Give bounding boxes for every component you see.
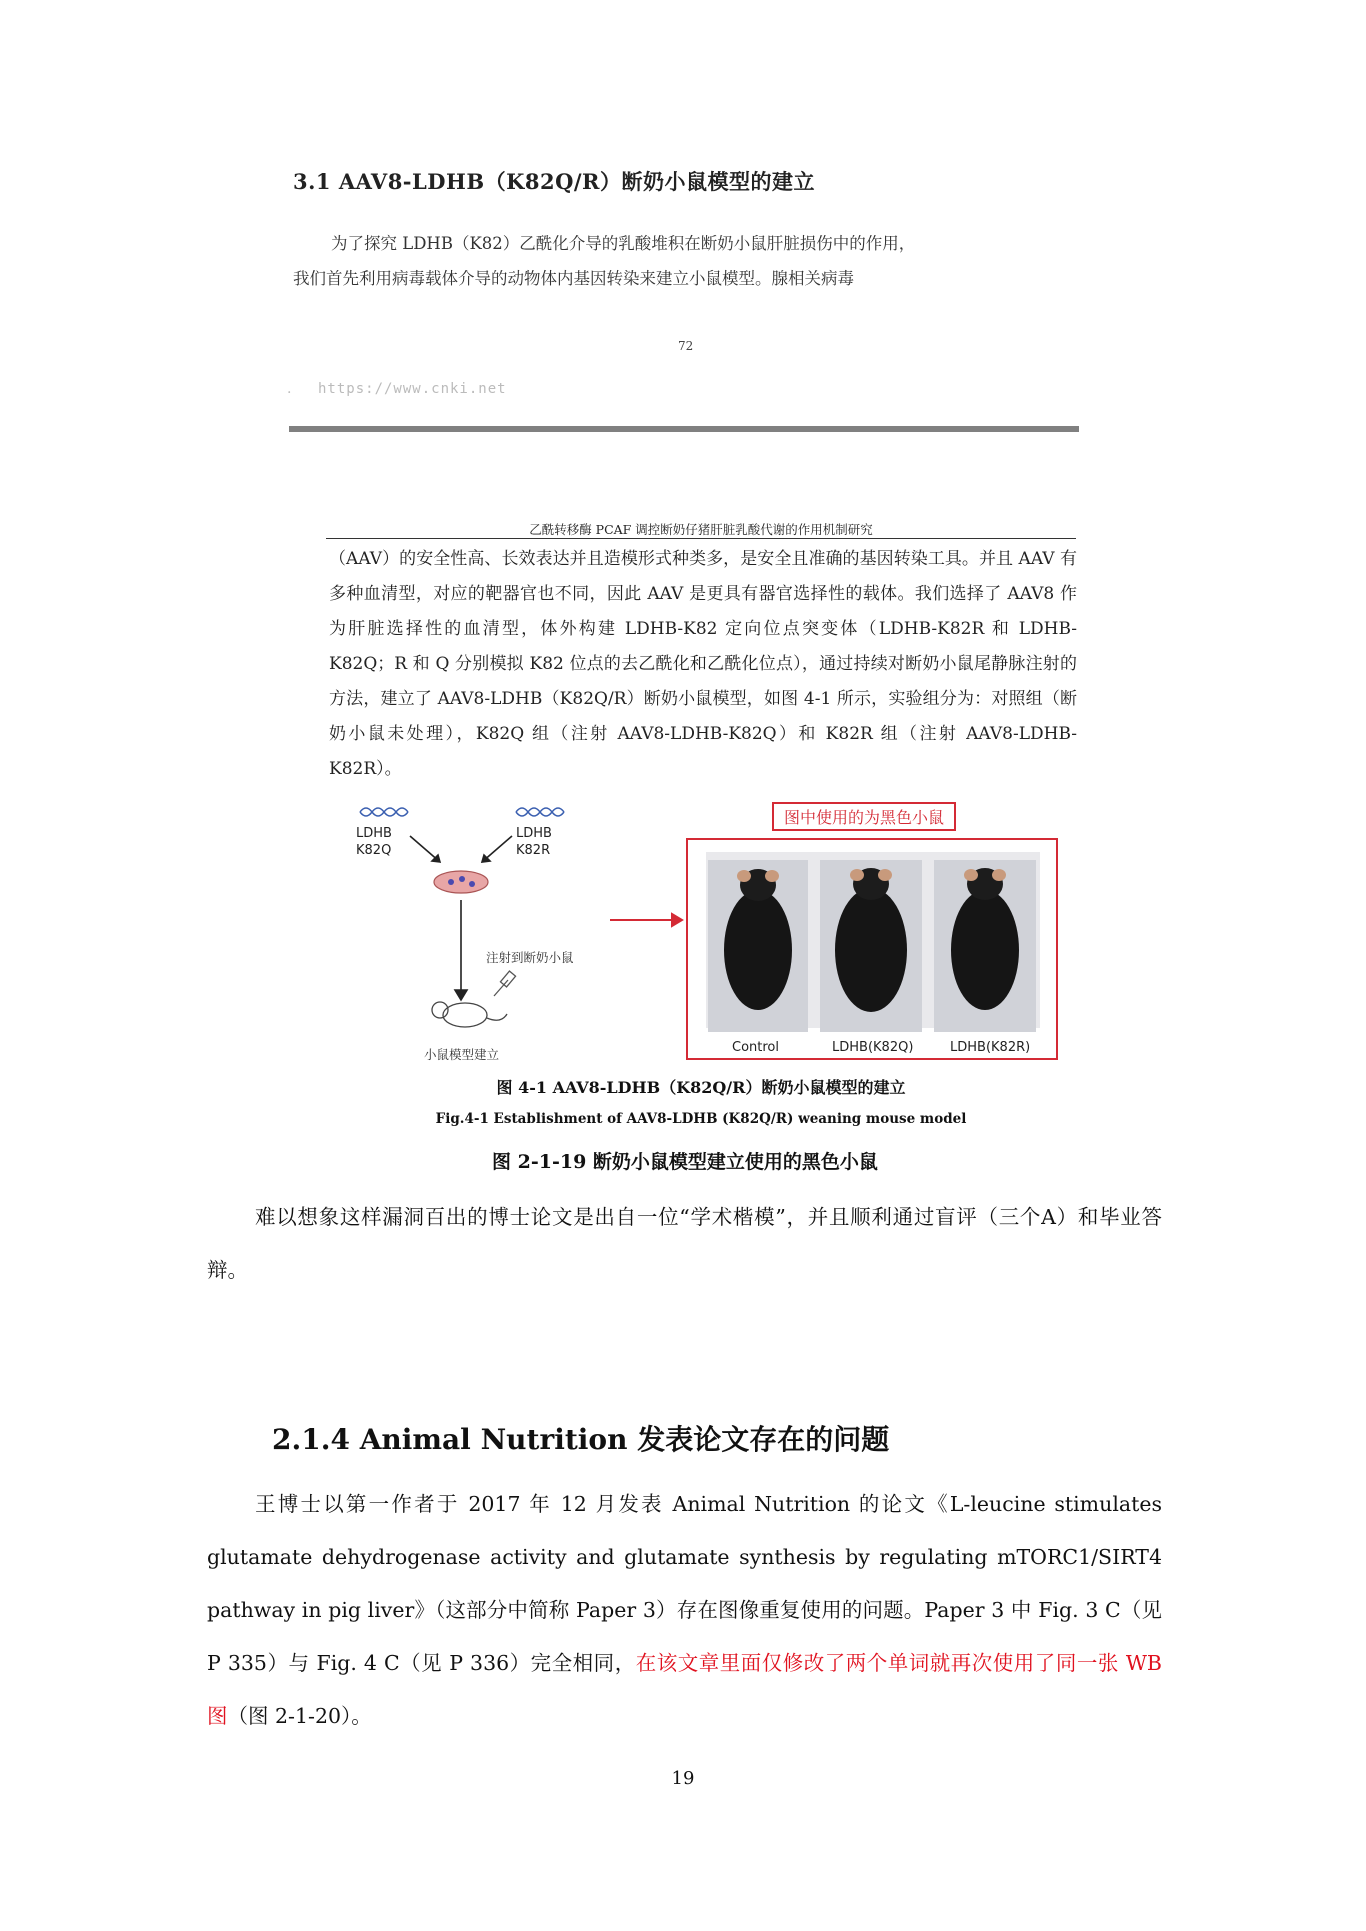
mouse-label-k82r: LDHB(K82R) [950,1040,1031,1055]
figure-4-1-caption-cn: 图 4-1 AAV8-LDHB（K82Q/R）断奶小鼠模型的建立 [496,1078,906,1097]
figure-2-1-19-caption: 图 2-1-19 断奶小鼠模型建立使用的黑色小鼠 [492,1151,878,1173]
dna-icon [516,808,564,816]
red-box-label: 图中使用的为黑色小鼠 [772,802,956,831]
figure-4-1-caption-en: Fig.4-1 Establishment of AAV8-LDHB (K82Q/R) weaning mouse model [435,1111,967,1127]
petri-dish-icon [434,871,488,893]
section-2-1-4-heading: 2.1.4 Animal Nutrition 发表论文存在的问题 [272,1423,890,1456]
thesis-paragraph: （AAV）的安全性高、长效表达并且造模形式种类多，是安全且准确的基因转染工具。并且 AAV 有多种血清型，对应的靶器官也不同，因此 AAV 是更具有器官选择性的载体。我们选择了 AAV8 作为肝脏选择性的血清型，体外构建 LDHB-K82 定向位点突变体（LDHB-K82R 和 LDHB-K82Q；R 和 Q 分别模拟 K82 位点的去乙酰化和乙酰化位点），通过持续对断奶小鼠尾静脉注射的方法，建立了 AAV8-LDHB（K82Q/R）断奶小鼠模型，如图 4-1 所示，实验组分为：对照组（断奶小鼠未处理），K82Q 组（注射 AAV8-LDHB-K82Q）和 K82R 组（注射 AAV8-LDHB-K82R）。 [329,549,1077,779]
watermark-dot: . [287,381,292,397]
gene-label: LDHB [516,826,552,841]
mutant-label: K82R [516,843,551,858]
red-arrow [610,914,682,926]
inject-label: 注射到断奶小鼠 [486,950,574,965]
section-3-1-title: 3.1 AAV8-LDHB（K82Q/R）断奶小鼠模型的建立 [293,169,815,194]
paragraph-text: （图 2-1-20）。 [227,1704,372,1728]
red-highlight-box [686,838,1058,1060]
arrow [455,900,467,1000]
mouse-label-k82q: LDHB(K82Q) [832,1040,914,1055]
paragraph-line: 我们首先利用病毒载体介导的动物体内基因转染来建立小鼠模型。腺相关病毒 [293,269,854,288]
mutant-label: K82Q [356,843,392,858]
page-number: 19 [671,1768,695,1789]
thesis-header: 乙酰转移酶 PCAF 调控断奶仔猪肝脏乳酸代谢的作用机制研究 [529,522,873,537]
arrow [410,836,512,862]
model-label: 小鼠模型建立 [424,1047,500,1062]
paragraph-text: 王博士以第一作者于 2017 年 12 月发表 Animal Nutrition 的论文《L-leucine stimulates glutamate dehydrogenase activity and glutamate synthesis by regulating mTORC1/SIRT4 pathway in pig liver》（这部分中简称 Paper 3）存在图像重复使用的问题。Paper 3 中 Fig. 3 C（见 P 335）与 Fig. 4 C（见 P 336）完全相同， [207,1492,1162,1675]
ldhb-k82r-label [516,825,552,859]
highlighted-text: 在该文章里面仅修改了两个单词就再次使用了同一张 WB 图 [207,1651,1162,1728]
paragraph-line: 为了探究 LDHB（K82）乙酰化介导的乳酸堆积在断奶小鼠肝脏损伤中的作用， [331,234,916,253]
dna-icon [360,808,408,816]
cnki-watermark: https://www.cnki.net [318,381,507,397]
mouse-label-control: Control [732,1040,779,1055]
paragraph-evaluation: 难以想象这样漏洞百出的博士论文是出自一位“学术楷模”，并且顺利通过盲评（三个A）和毕业答辩。 [207,1205,1162,1282]
mouse-sketch-icon [432,1002,507,1027]
syringe-icon [494,971,516,996]
page-number-72: 72 [678,339,694,353]
paragraph-paper3 [207,1478,1162,1743]
ldhb-k82q-label [356,825,392,859]
gene-label: LDHB [356,826,392,841]
